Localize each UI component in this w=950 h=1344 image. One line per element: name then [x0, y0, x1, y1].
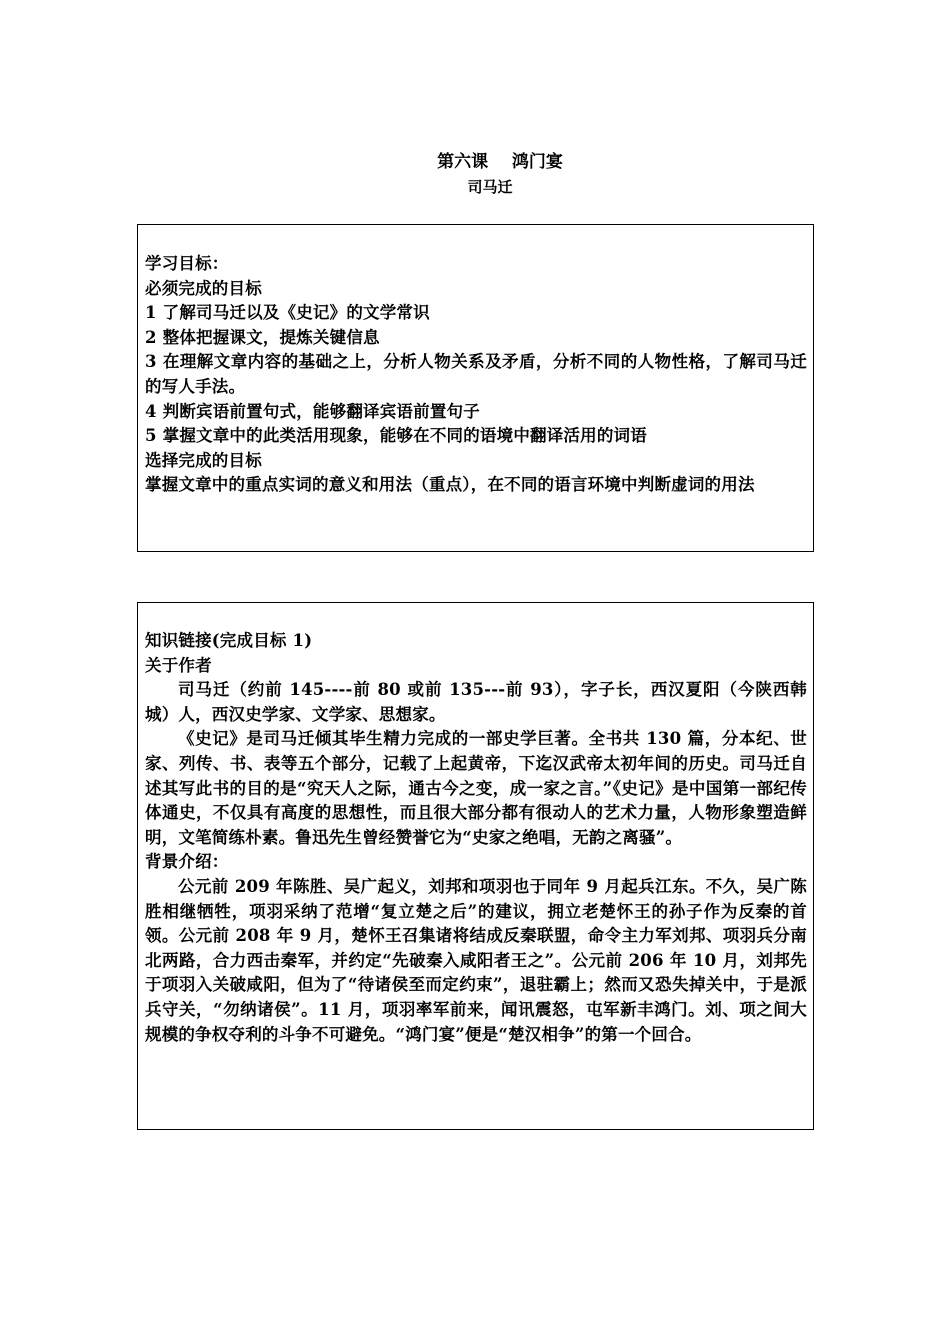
about-author-heading: 关于作者: [145, 655, 212, 675]
goal-item-5: 5 掌握文章中的此类活用现象，能够在不同的语境中翻译活用的词语: [145, 426, 647, 446]
learning-goals-box: [137, 224, 814, 552]
optional-goals-heading: 选择完成的目标: [145, 450, 262, 470]
shiji-paragraph: 《史记》是司马迁倾其毕生精力完成的一部史学巨著。全书共 130 篇，分本纪、世家、列传、书、表等五个部分，记载了上起黄帝，下迄汉武帝太初年间的历史。司马迁自述其写此书的目的是“究天人之际，通古今之变，成一家之言。”《史记》是中国第一部纪传体通史，不仅具有高度的思想性，而且很大部分都有很动人的艺术力量，人物形象塑造鲜明，文笔简练朴素。鲁迅先生曾经赞誉它为“史家之绝唱，无韵之离骚”。: [145, 729, 807, 847]
author-paragraph: 司马迁（约前 145----前 80 或前 135---前 93），字子长，西汉夏阳（今陕西韩城）人，西汉史学家、文学家、思想家。: [145, 680, 807, 724]
knowledge-link-box: [137, 602, 814, 1130]
background-heading: 背景介绍：: [145, 852, 229, 872]
knowledge-heading: 知识链接(完成目标 1): [145, 631, 313, 650]
background-paragraph: 公元前 209 年陈胜、吴广起义，刘邦和项羽也于同年 9 月起兵江东。不久，吴广陈胜相继牺牲，项羽采纳了范增“复立楚之后”的建议，拥立老楚怀王的孙子作为反秦的首领。公元前 208 年 9 月，楚怀王召集诸将结成反秦联盟，命令主力军刘邦、项羽兵分南北两路，合力西击秦军，并约定“先破秦入咸阳者王之”。公元前 206 年 10 月，刘邦先于项羽入关破咸阳，但为了“待诸侯至而定约束”，退驻霸上；然而又恐失掉关中，于是派兵守关，“勿纳诸侯”。11 月，项羽率军前来，闻讯震怒，屯军新丰鸿门。刘、项之间大规模的争权夺利的斗争不可避免。“鸿门宴”便是“楚汉相争”的第一个回合。: [145, 876, 807, 1044]
goals-heading: 学习目标：: [145, 254, 229, 273]
optional-goal-text: 掌握文章中的重点实词的意义和用法（重点），在不同的语言环境中判断虚词的用法: [145, 475, 755, 495]
goal-item-1: 1 了解司马迁以及《史记》的文学常识: [145, 303, 430, 323]
goal-item-4: 4 判断宾语前置句式，能够翻译宾语前置句子: [145, 401, 480, 421]
goal-item-2: 2 整体把握课文，提炼关键信息: [145, 327, 380, 347]
goal-item-3: 3 在理解文章内容的基础之上，分析人物关系及矛盾，分析不同的人物性格，了解司马迁的写人手法。: [145, 352, 807, 396]
required-goals-heading: 必须完成的目标: [145, 278, 262, 298]
lesson-author: 司马迁: [467, 178, 513, 196]
lesson-title: 第六课 鸿门宴: [437, 152, 563, 172]
